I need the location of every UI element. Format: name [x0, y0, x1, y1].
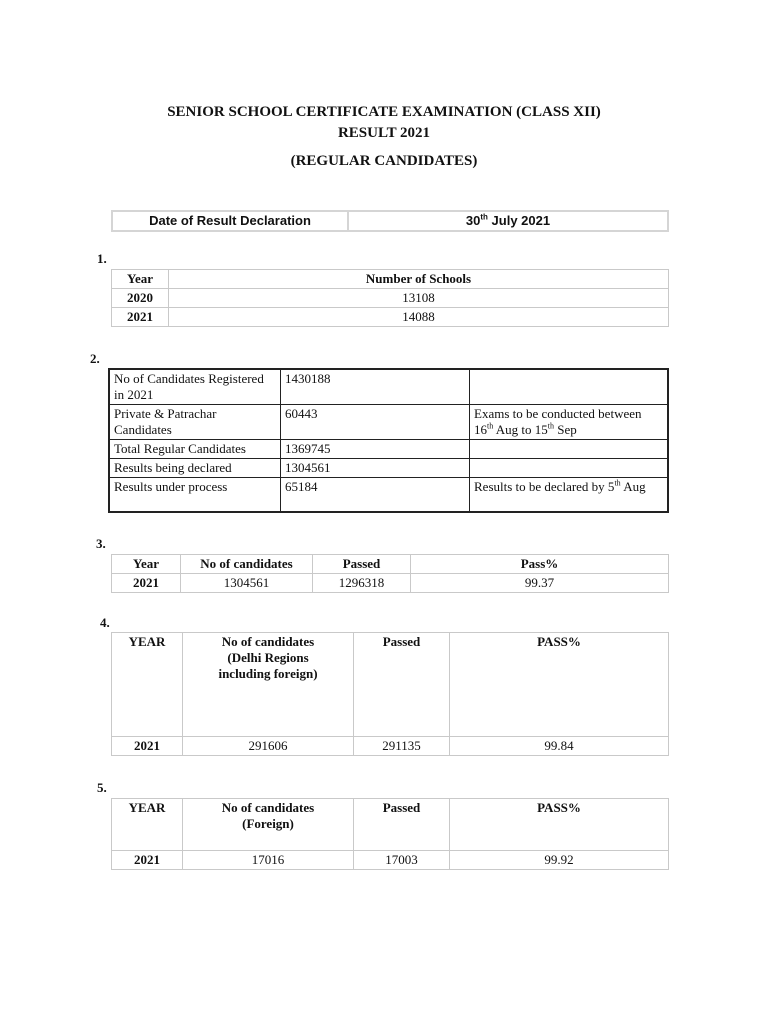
cell-note: [470, 369, 669, 405]
table-row: [112, 851, 669, 870]
header-pass-percent: Pass%: [411, 555, 669, 574]
header-year: YEAR: [112, 633, 183, 737]
pass-table-foreign: [111, 798, 669, 870]
cell-note: Results to be declared by 5th Aug: [470, 478, 669, 512]
cell-label: No of Candidates Registered in 2021: [109, 369, 281, 405]
table-row: [109, 478, 668, 512]
cell-passed: 291135: [354, 737, 450, 756]
page-title: SENIOR SCHOOL CERTIFICATE EXAMINATION (CLASS XII): [167, 104, 601, 120]
cell-label: Results being declared: [109, 459, 281, 478]
section-number-4: 4.: [100, 615, 110, 630]
cell-label: Total Regular Candidates: [109, 440, 281, 459]
header-candidates: No of candidates (Foreign): [183, 799, 354, 851]
declaration-date: 30th July 2021: [348, 211, 668, 231]
header-candidates: No of candidates (Delhi Regions including foreign): [183, 633, 354, 737]
header-passed: Passed: [354, 633, 450, 737]
section-number-2: 2.: [90, 351, 100, 366]
pass-table-delhi: [111, 632, 669, 756]
cell-year: 2021: [112, 737, 183, 756]
header-year: Year: [112, 270, 169, 289]
cell-value: 1430188: [281, 369, 470, 405]
header-pass-percent: PASS%: [450, 633, 669, 737]
pass-table-overall: [111, 554, 669, 593]
cell-pass-percent: 99.84: [450, 737, 669, 756]
header-passed: Passed: [313, 555, 411, 574]
table-row: [112, 308, 669, 327]
header-year: YEAR: [112, 799, 183, 851]
section-number-5: 5.: [97, 780, 107, 795]
cell-label: Results under process: [109, 478, 281, 512]
cell-schools: 14088: [169, 308, 669, 327]
candidates-table: [108, 368, 669, 513]
cell-note: Exams to be conducted between 16th Aug to 15th Sep: [470, 405, 669, 440]
declaration-label: Date of Result Declaration: [112, 211, 348, 231]
section-number-1: 1.: [97, 251, 107, 266]
header-candidates: No of candidates: [181, 555, 313, 574]
table-row: [109, 459, 668, 478]
cell-value: 60443: [281, 405, 470, 440]
cell-pass-percent: 99.92: [450, 851, 669, 870]
cell-year: 2020: [112, 289, 169, 308]
header-year: Year: [112, 555, 181, 574]
table-row: [109, 405, 668, 440]
header-passed: Passed: [354, 799, 450, 851]
page-subtitle: RESULT 2021: [337, 125, 431, 141]
table-row: [112, 574, 669, 593]
cell-year: 2021: [112, 308, 169, 327]
cell-passed: 1296318: [313, 574, 411, 593]
cell-year: 2021: [112, 851, 183, 870]
table-row: [112, 289, 669, 308]
cell-candidates: 1304561: [181, 574, 313, 593]
cell-value: 1369745: [281, 440, 470, 459]
cell-pass-percent: 99.37: [411, 574, 669, 593]
cell-note: [470, 440, 669, 459]
table-row: [109, 369, 668, 405]
cell-year: 2021: [112, 574, 181, 593]
declaration-table: [111, 210, 669, 232]
cell-schools: 13108: [169, 289, 669, 308]
cell-label: Private & Patrachar Candidates: [109, 405, 281, 440]
cell-value: 65184: [281, 478, 470, 512]
cell-note: [470, 459, 669, 478]
cell-passed: 17003: [354, 851, 450, 870]
schools-table: [111, 269, 669, 327]
section-number-3: 3.: [96, 536, 106, 551]
table-row: [112, 737, 669, 756]
header-pass-percent: PASS%: [450, 799, 669, 851]
page-candidate-type: (REGULAR CANDIDATES): [290, 153, 478, 169]
header-schools: Number of Schools: [169, 270, 669, 289]
cell-candidates: 291606: [183, 737, 354, 756]
cell-candidates: 17016: [183, 851, 354, 870]
table-row: [109, 440, 668, 459]
cell-value: 1304561: [281, 459, 470, 478]
